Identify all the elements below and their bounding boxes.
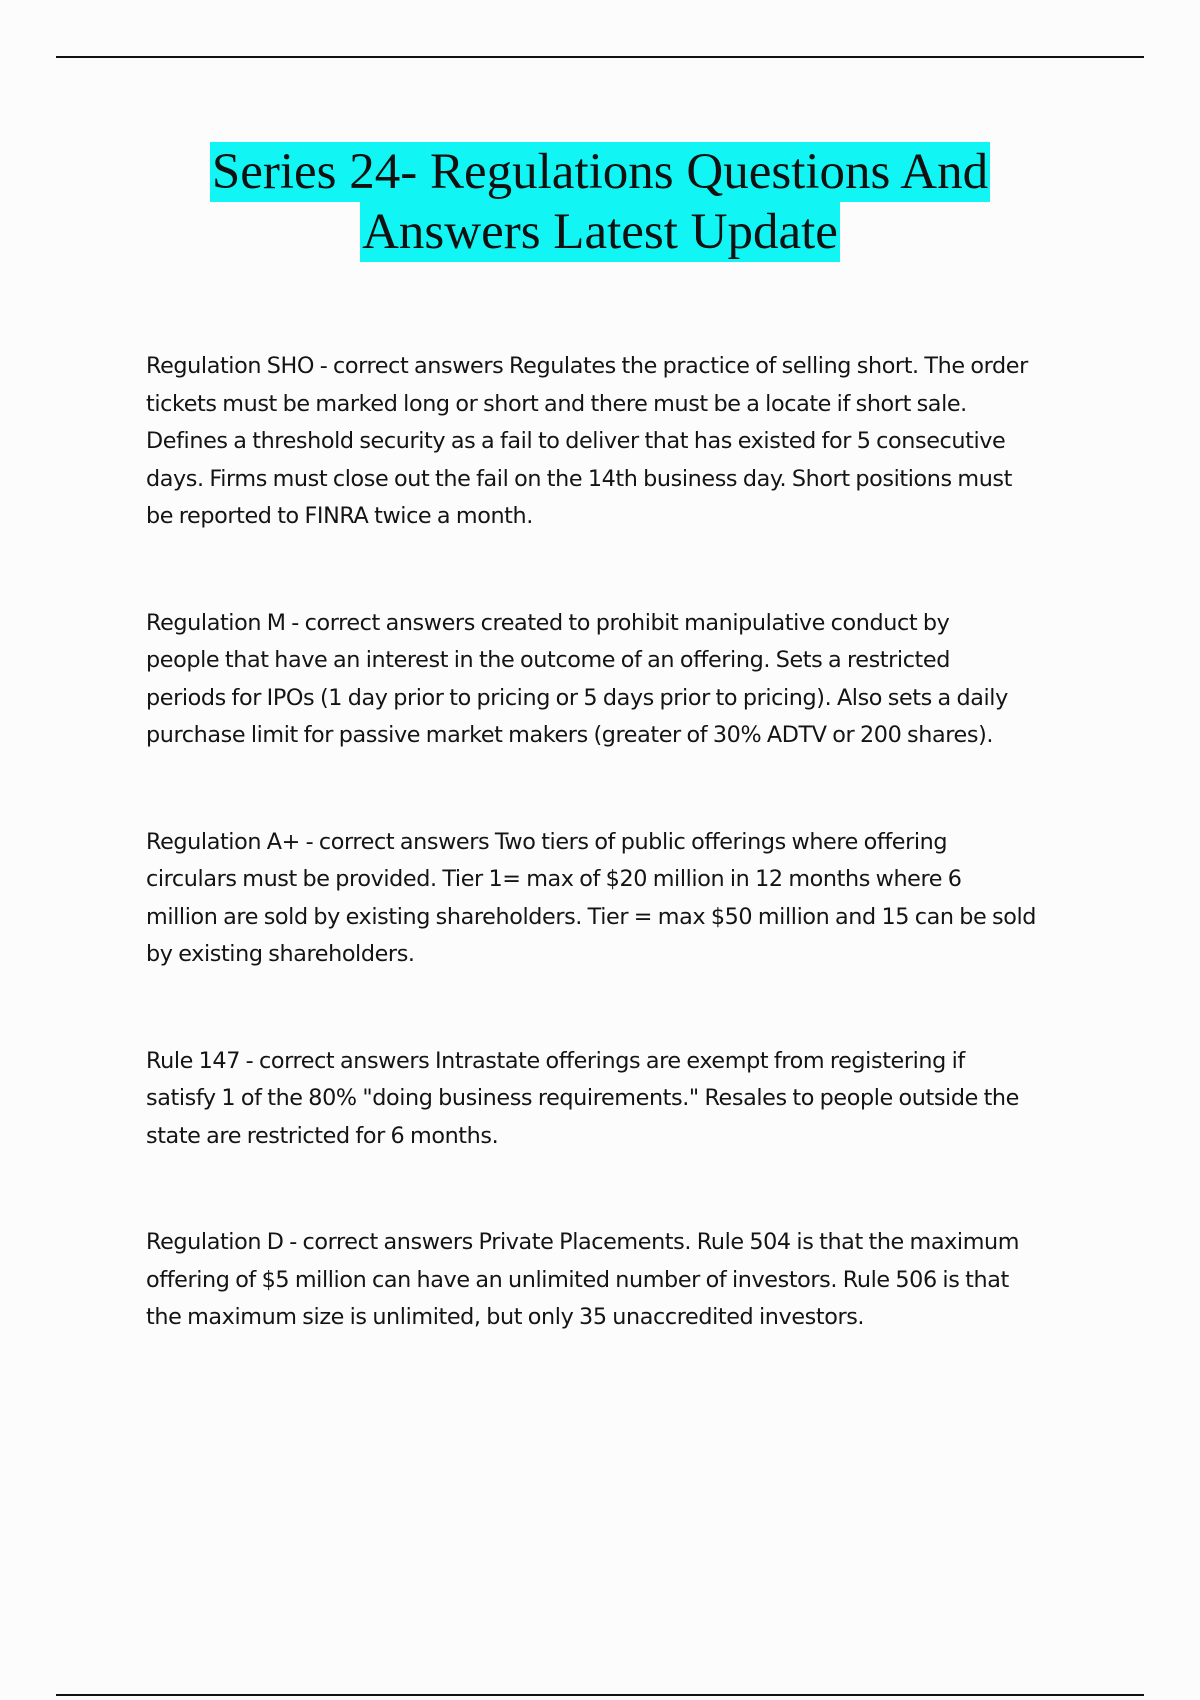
qa-line: periods for IPOs (1 day prior to pricing or 5 days prior to pricing). Also sets a daily [146, 684, 1008, 711]
qa-line: satisfy 1 of the 80% "doing business requirements." Resales to people outside the [146, 1085, 1019, 1111]
page-title [100, 142, 1100, 262]
qa-line: Regulation D - correct answers Private Placements. Rule 504 is that the maximum [146, 1229, 1020, 1255]
qa-line: Regulation SHO - correct answers Regulates the practice of selling short. The order [146, 353, 1028, 379]
footer-rule [56, 1694, 1144, 1696]
header-rule [56, 56, 1144, 58]
qa-entry-regulation-a-plus [146, 824, 1096, 974]
qa-line: circulars must be provided. Tier 1= max of $20 million in 12 months where 6 [146, 866, 962, 892]
qa-entry-regulation-m [146, 605, 1096, 755]
qa-line: by existing shareholders. [146, 941, 415, 967]
qa-content [146, 348, 1096, 1337]
qa-line: purchase limit for passive market makers (greater of 30% ADTV or 200 shares). [146, 722, 994, 748]
qa-entry-regulation-d [146, 1224, 1096, 1337]
qa-line: be reported to FINRA twice a month. [146, 503, 533, 529]
qa-line: Regulation M - correct answers created to prohibit manipulative conduct by [146, 609, 950, 636]
qa-line: Regulation A+ - correct answers Two tiers of public offerings where offering [146, 828, 948, 855]
qa-line: the maximum size is unlimited, but only 35 unaccredited investors. [146, 1304, 865, 1330]
title-line-1: Series 24- Regulations Questions And [211, 144, 989, 200]
qa-line: million are sold by existing shareholders. Tier = max $50 million and 15 can be sold [146, 903, 1037, 930]
qa-line: tickets must be marked long or short and there must be a locate if short sale. [146, 390, 967, 417]
qa-line: people that have an interest in the outcome of an offering. Sets a restricted [146, 647, 950, 673]
title-line-2: Answers Latest Update [362, 204, 838, 260]
qa-line: Rule 147 - correct answers Intrastate offerings are exempt from registering if [146, 1047, 965, 1074]
qa-line: days. Firms must close out the fail on the 14th business day. Short positions must [146, 465, 1012, 492]
qa-entry-regulation-sho [146, 348, 1096, 536]
qa-line: Defines a threshold security as a fail to deliver that has existed for 5 consecutive [146, 428, 1006, 454]
qa-line: state are restricted for 6 months. [146, 1122, 499, 1149]
qa-entry-rule-147 [146, 1043, 1096, 1156]
qa-line: offering of $5 million can have an unlimited number of investors. Rule 506 is that [146, 1266, 1009, 1293]
